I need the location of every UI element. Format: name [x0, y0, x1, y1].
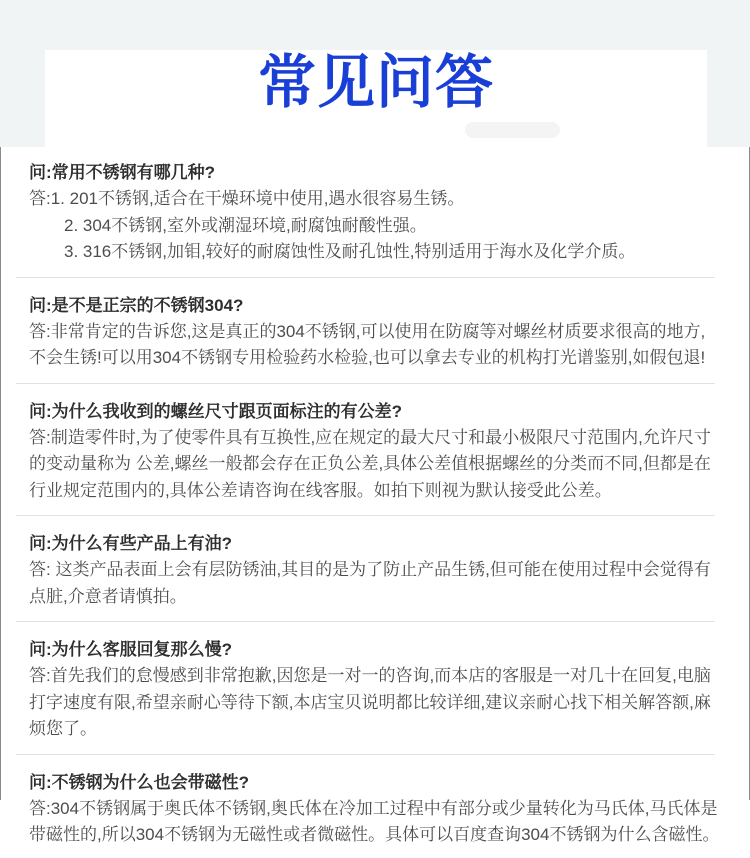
answer-line: 答:首先我们的怠慢感到非常抱歉,因您是一对一的咨询,而本店的客服是一对几十在回复,电脑打字速度有限,希望亲耐心等待下额,本店宝贝说明都比较详细,建议亲耐心找下相关解答额,麻烦您了。	[29, 666, 711, 738]
answer-line: 3. 316不锈钢,加钼,较好的耐腐蚀性及耐孔蚀性,特别适用于海水及化学介质。	[64, 242, 636, 261]
qa-block	[1, 518, 749, 619]
divider	[16, 515, 715, 516]
divider	[16, 383, 715, 384]
answer-line: 答:非常肯定的告诉您,这是真正的304不锈钢,可以使用在防腐等对螺丝材质要求很高的地方,不会生锈!可以用304不锈钢专用检验药水检验,也可以拿去专业的机构打光谱鉴别,如假包退!	[29, 321, 706, 367]
question-text: 问:为什么有些产品上有油?	[29, 534, 233, 553]
divider	[16, 754, 715, 755]
answer-line: 答:1. 201不锈钢,适合在干燥环境中使用,遇水很容易生锈。	[29, 189, 465, 208]
question-text: 问:为什么我收到的螺丝尺寸跟页面标注的有公差?	[29, 401, 403, 421]
qa-block	[1, 280, 749, 381]
answer-line: 2. 304不锈钢,室外或潮湿环境,耐腐蚀耐酸性强。	[64, 215, 427, 235]
question-text: 问:为什么客服回复那么慢?	[29, 640, 233, 659]
qa-block	[1, 386, 749, 514]
divider	[16, 277, 715, 278]
answer-line: 答:制造零件时,为了使零件具有互换性,应在规定的最大尺寸和最小极限尺寸范围内,允许尺寸的变动量称为 公差,螺丝一般都会存在正负公差,具体公差值根据螺丝的分类而不同,但都是在行业规定范围内的,具体公差请咨询在线客服。如拍下则视为默认接受此公差。	[29, 427, 711, 500]
title-banner	[45, 50, 707, 147]
question-text: 问:不锈钢为什么也会带磁性?	[29, 772, 250, 792]
qa-block	[1, 147, 749, 275]
divider	[16, 621, 715, 622]
faq-list	[0, 147, 750, 844]
question-text: 问:是不是正宗的不锈钢304?	[29, 295, 244, 315]
qa-block	[1, 624, 749, 752]
page-title: 常见问答	[257, 50, 494, 115]
qa-block	[1, 757, 749, 858]
answer-line: 答: 这类产品表面上会有层防锈油,其目的是为了防止产品生锈,但可能在使用过程中会觉得有点脏,介意者请慎拍。	[29, 560, 711, 606]
answer-line: 答:304不锈钢属于奥氏体不锈钢,奥氏体在冷加工过程中有部分或少量转化为马氏体,马氏体是带磁性的,所以304不锈钢为无磁性或者微磁性。具体可以百度查询304不锈钢为什么含磁性。	[29, 798, 720, 844]
ribbon-shadow-decoration	[465, 122, 560, 138]
question-text: 问:常用不锈钢有哪几种?	[29, 163, 216, 182]
